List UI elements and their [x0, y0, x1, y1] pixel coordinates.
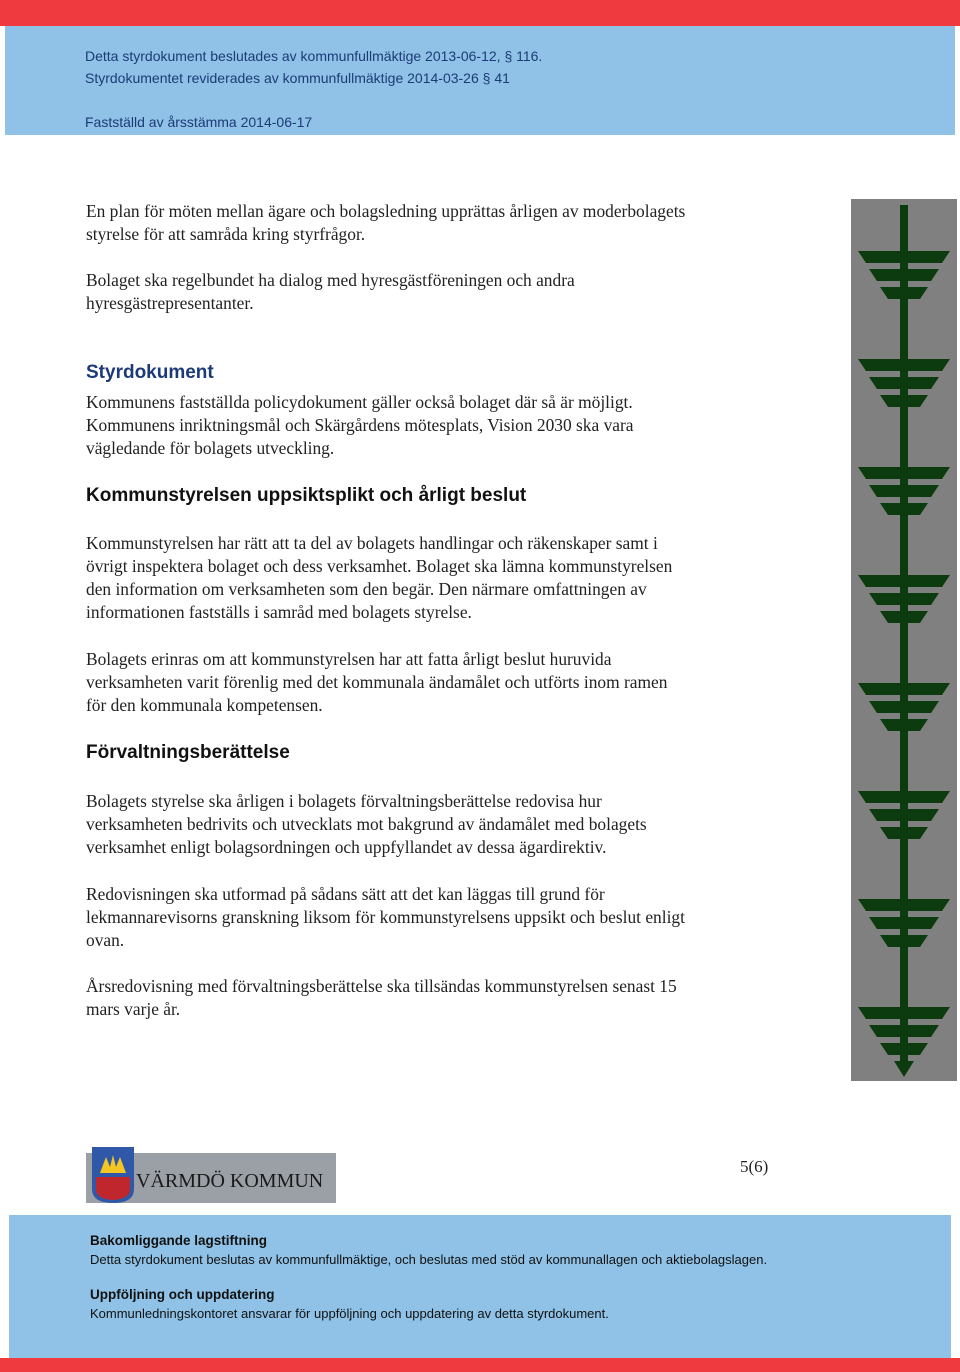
- tree-branch: [880, 287, 928, 309]
- svg-text:VÄRMDÖ KOMMUN: VÄRMDÖ KOMMUN: [136, 1170, 324, 1192]
- heading-forvaltningsberattelse: Förvaltningsberättelse: [86, 742, 290, 763]
- spruce-tree-pattern-icon: [851, 199, 957, 1081]
- paragraph-forvaltning-report: Bolagets styrelse ska årligen i bolagets förvaltningsberättelse redovisa hur verksamheten bedrivits och utvecklats mot bakgrund av ändamålet med bolagets verksamhet enligt bolagsordningen och uppfyllandet av dessa ägardirektiv.: [86, 791, 647, 857]
- tree-pattern-graphic: [851, 199, 957, 1081]
- bottom-accent-bar: [0, 1358, 960, 1372]
- page-number: 5(6): [740, 1157, 769, 1176]
- tree-branch: [880, 827, 928, 849]
- paragraph-meeting-plan: En plan för möten mellan ägare och bolagsledning upprättas årligen av moderbolagets styrelse för att samråda kring styrfrågor.: [86, 201, 686, 244]
- paragraph-uppsikt-annual-decision: Bolagets erinras om att kommunstyrelsen har att fatta årligt beslut huruvida verksamheten varit förenlig med det kommunala ändamålet och utförts inom ramen för den kommunala kompetensen.: [86, 649, 668, 715]
- heading-styrdokument: Styrdokument: [86, 362, 214, 383]
- tree-branch: [880, 611, 928, 633]
- varmdo-kommun-logo: [86, 1147, 336, 1203]
- top-accent-bar: [0, 0, 960, 26]
- footer-legislation-heading: Bakomliggande lagstiftning: [90, 1233, 268, 1248]
- tree-branch: [880, 719, 928, 741]
- paragraph-tenant-dialog: Bolaget ska regelbundet ha dialog med hyresgästföreningen och andra hyresgästrepresentanter.: [86, 270, 575, 313]
- paragraph-forvaltning-deadline: Årsredovisning med förvaltningsberättelse ska tillsändas kommunstyrelsen senast 15 mars varje år.: [86, 976, 677, 1019]
- header-revision-line: Styrdokumentet reviderades av kommunfullmäktige 2014-03-26 § 41: [85, 70, 510, 86]
- header-decision-line: Detta styrdokument beslutades av kommunfullmäktige 2013-06-12, § 116.: [85, 48, 543, 64]
- varmdo-kommun-crest-icon: [86, 1147, 336, 1203]
- document-footer: [9, 1215, 951, 1358]
- footer-legislation-text: Detta styrdokument beslutas av kommunfullmäktige, och beslutas med stöd av kommunallagen och aktiebolagslagen.: [90, 1252, 768, 1267]
- footer-followup-heading: Uppföljning och uppdatering: [90, 1287, 275, 1302]
- paragraph-styrdokument: Kommunens fastställda policydokument gäller också bolaget där så är möjligt. Kommunens inriktningsmål och Skärgårdens mötesplats, Vision 2030 ska vara vägledande för bolagets utveckling.: [86, 392, 634, 458]
- paragraph-forvaltning-format: Redovisningen ska utformad på sådans sätt att det kan läggas till grund för lekmannarevisorns granskning liksom för kommunstyrelsens uppsikt och beslut enligt ovan.: [86, 884, 685, 950]
- tree-root-tip: [894, 1061, 914, 1077]
- tree-branch: [880, 503, 928, 525]
- document-header: [5, 26, 955, 135]
- tree-branch: [880, 935, 928, 957]
- paragraph-uppsikt-access: Kommunstyrelsen har rätt att ta del av bolagets handlingar och räkenskaper samt i övrigt inspektera bolaget och dess verksamhet. Bolaget ska lämna kommunstyrelsen den information om verksamheten som den begär. Den närmare omfattningen av informationen fastställs i samråd med bolagets styrelse.: [86, 533, 673, 622]
- header-approval-line: Fastställd av årsstämma 2014-06-17: [85, 114, 313, 130]
- footer-followup-text: Kommunledningskontoret ansvarar för uppföljning och uppdatering av detta styrdokument.: [90, 1306, 609, 1321]
- heading-uppsiktsplikt: Kommunstyrelsen uppsiktsplikt och årligt beslut: [86, 485, 527, 506]
- tree-branch: [880, 395, 928, 417]
